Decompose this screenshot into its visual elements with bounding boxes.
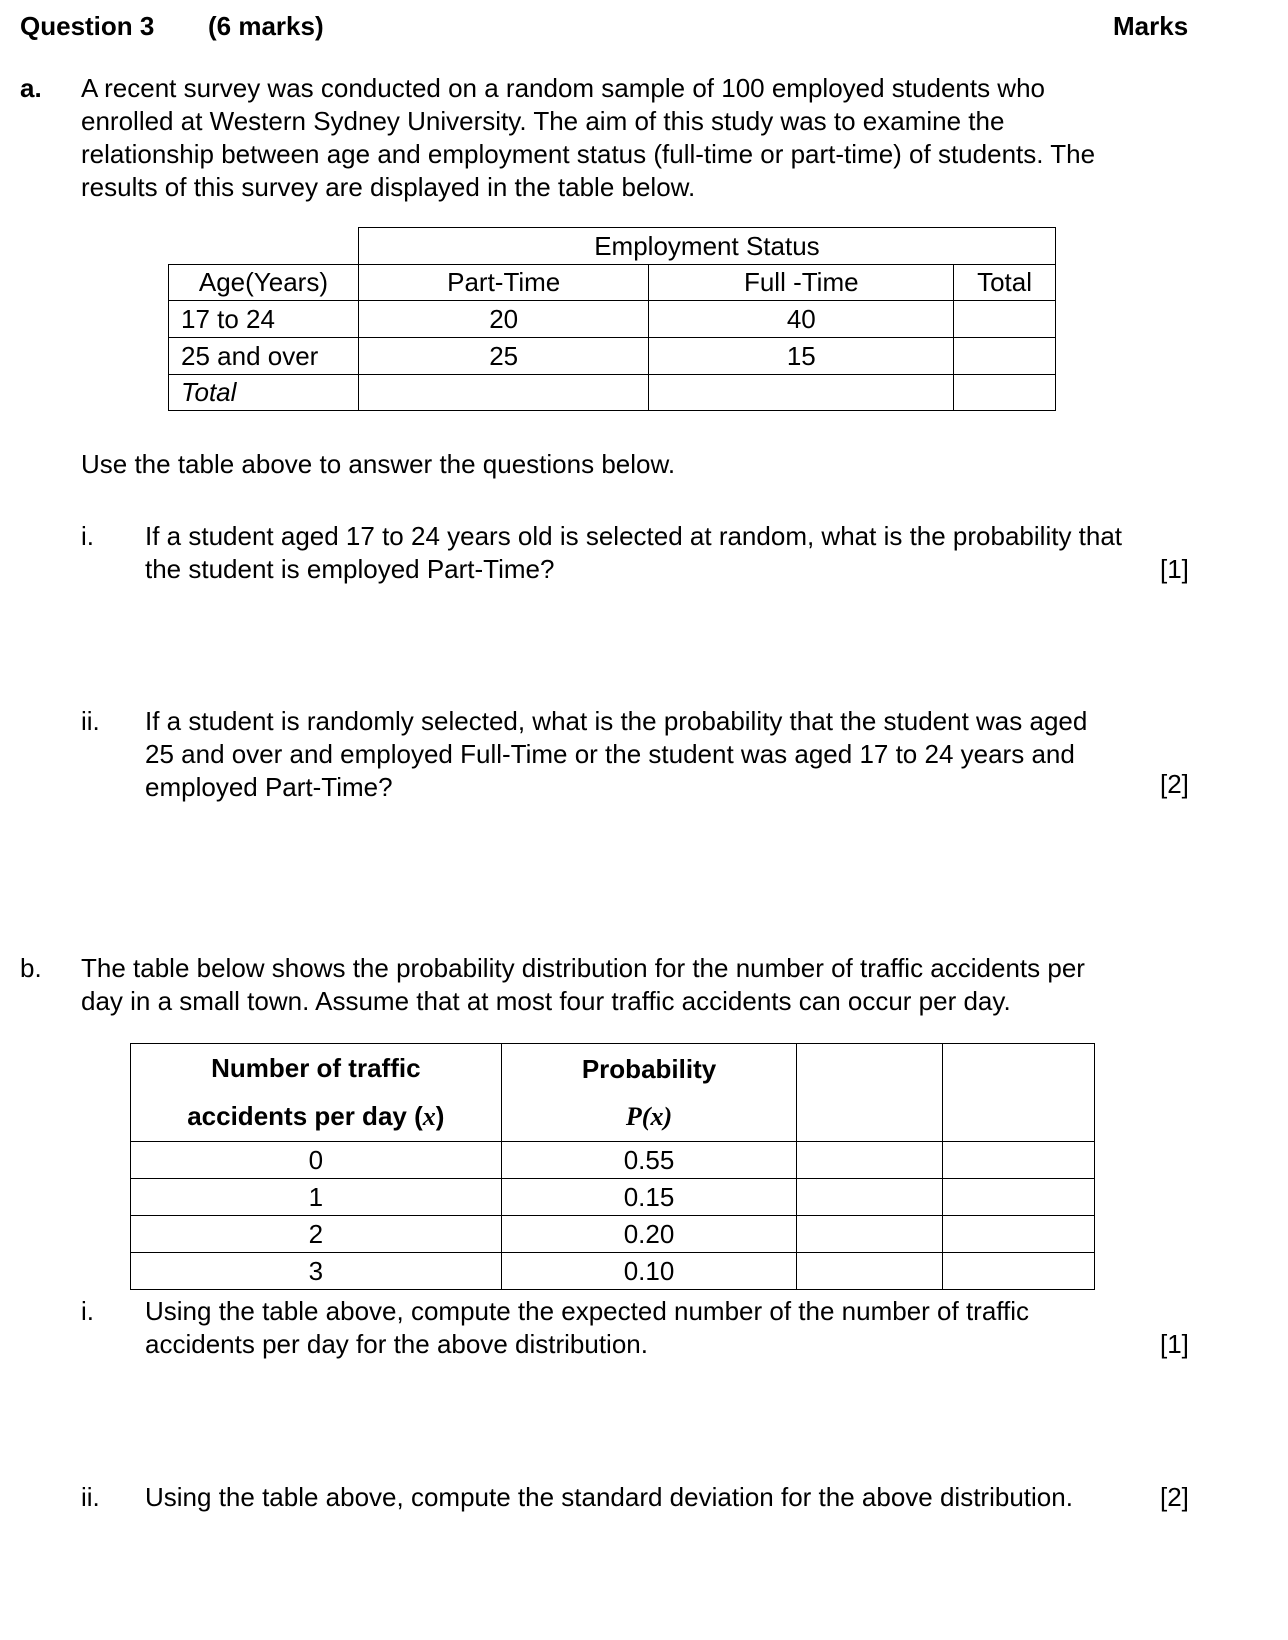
probability-header bbox=[501, 1044, 797, 1142]
table-cell bbox=[954, 338, 1056, 375]
empty-cell bbox=[943, 1253, 1095, 1290]
question-marks: (6 marks) bbox=[208, 11, 324, 41]
instruction-text: Use the table above to answer the questions below. bbox=[81, 449, 676, 479]
col-header-total: Total bbox=[954, 265, 1056, 301]
table-row bbox=[131, 1142, 1095, 1179]
table-row bbox=[131, 1216, 1095, 1253]
row-label: 25 and over bbox=[169, 338, 359, 375]
table-cell: 25 bbox=[358, 338, 649, 375]
question-line: 25 and over and employed Full-Time or the student was aged 17 to 24 years and bbox=[145, 739, 1075, 769]
question-line: If a student is randomly selected, what is the probability that the student was aged bbox=[145, 706, 1088, 736]
part-b-label: b. bbox=[20, 953, 42, 983]
marks-value: [1] bbox=[1160, 1329, 1189, 1359]
question-number: ii. bbox=[81, 1482, 100, 1512]
x-header-line bbox=[131, 1092, 501, 1141]
intro-line: enrolled at Western Sydney University. The aim of this study was to examine the bbox=[81, 106, 1005, 136]
p-value: 0.55 bbox=[501, 1142, 797, 1179]
employment-table bbox=[168, 227, 1056, 411]
px-label: P(x) bbox=[625, 1101, 673, 1131]
empty-cell bbox=[943, 1216, 1095, 1253]
question-line: Using the table above, compute the expected number of the number of traffic bbox=[145, 1296, 1030, 1326]
question-a-ii-text bbox=[145, 705, 1175, 804]
x-value: 2 bbox=[131, 1216, 502, 1253]
intro-line: relationship between age and employment status (full-time or part-time) of students. The bbox=[81, 139, 1096, 169]
question-a-i-text bbox=[145, 520, 1175, 586]
table-cell: 20 bbox=[358, 301, 649, 338]
x-header-line: Number of traffic bbox=[211, 1053, 421, 1083]
col-header-full-time: Full -Time bbox=[649, 265, 954, 301]
part-a-intro bbox=[81, 72, 1181, 204]
empty-cell bbox=[797, 1142, 943, 1179]
intro-line: The table below shows the probability distribution for the number of traffic accidents per bbox=[81, 953, 1085, 983]
intro-line: day in a small town. Assume that at most four traffic accidents can occur per day. bbox=[81, 986, 1011, 1016]
question-line: If a student aged 17 to 24 years old is selected at random, what is the probability that bbox=[145, 521, 1123, 551]
x-variable: x bbox=[422, 1102, 436, 1131]
table-cell bbox=[954, 375, 1056, 411]
table-row bbox=[131, 1179, 1095, 1216]
employment-status-header: Employment Status bbox=[358, 228, 1055, 265]
table-row bbox=[131, 1253, 1095, 1290]
marks-column-label: Marks bbox=[1113, 11, 1189, 41]
table-cell: 15 bbox=[649, 338, 954, 375]
x-value: 3 bbox=[131, 1253, 502, 1290]
question-line: the student is employed Part-Time? bbox=[145, 554, 555, 584]
intro-line: results of this survey are displayed in the table below. bbox=[81, 172, 696, 202]
empty-header bbox=[797, 1044, 943, 1142]
row-label: 17 to 24 bbox=[169, 301, 359, 338]
part-b-intro bbox=[81, 952, 1181, 1018]
age-header: Age(Years) bbox=[169, 265, 359, 301]
table-cell: 40 bbox=[649, 301, 954, 338]
intro-line: A recent survey was conducted on a random sample of 100 employed students who bbox=[81, 73, 1046, 103]
table-row bbox=[169, 301, 1056, 338]
x-header-close: ) bbox=[435, 1101, 445, 1131]
x-value: 1 bbox=[131, 1179, 502, 1216]
table-row bbox=[169, 375, 1056, 411]
part-a-label: a. bbox=[20, 73, 42, 103]
question-number: i. bbox=[81, 521, 94, 551]
x-header bbox=[131, 1044, 502, 1142]
x-value: 0 bbox=[131, 1142, 502, 1179]
table-row bbox=[169, 338, 1056, 375]
empty-cell bbox=[943, 1142, 1095, 1179]
empty-header bbox=[943, 1044, 1095, 1142]
empty-cell bbox=[797, 1179, 943, 1216]
p-value: 0.10 bbox=[501, 1253, 797, 1290]
marks-value: [1] bbox=[1160, 554, 1189, 584]
table-cell bbox=[954, 301, 1056, 338]
p-value: 0.15 bbox=[501, 1179, 797, 1216]
marks-value: [2] bbox=[1160, 769, 1189, 799]
probability-table bbox=[130, 1043, 1095, 1290]
question-title: Question 3 bbox=[20, 11, 155, 41]
question-line: accidents per day for the above distribution. bbox=[145, 1329, 648, 1359]
empty-cell bbox=[797, 1253, 943, 1290]
question-line: Using the table above, compute the standard deviation for the above distribution. bbox=[145, 1482, 1073, 1512]
empty-cell bbox=[943, 1179, 1095, 1216]
x-header-text: accidents per day ( bbox=[187, 1101, 423, 1131]
table-cell bbox=[358, 375, 649, 411]
empty-corner bbox=[169, 228, 359, 265]
question-b-i-text bbox=[145, 1295, 1145, 1361]
question-number: ii. bbox=[81, 706, 100, 736]
col-header-part-time: Part-Time bbox=[358, 265, 649, 301]
p-value: 0.20 bbox=[501, 1216, 797, 1253]
question-b-ii-text bbox=[145, 1481, 1145, 1514]
question-line: employed Part-Time? bbox=[145, 772, 393, 802]
table-cell bbox=[649, 375, 954, 411]
marks-value: [2] bbox=[1160, 1482, 1189, 1512]
question-number: i. bbox=[81, 1296, 94, 1326]
row-label: Total bbox=[169, 375, 359, 411]
empty-cell bbox=[797, 1216, 943, 1253]
probability-header-line: Probability bbox=[581, 1053, 717, 1084]
